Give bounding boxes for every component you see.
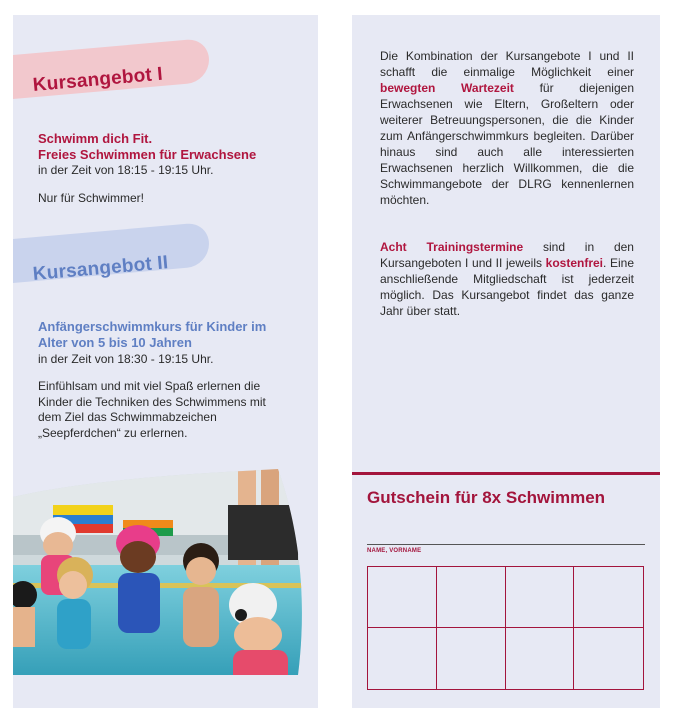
- voucher-title: Gutschein für 8x Schwimmen: [367, 488, 606, 507]
- kurs1-heading: [38, 131, 256, 163]
- kurs1-heading-line2: Freies Schwimmen für Erwachsene: [38, 147, 257, 162]
- kurs1-title: Kursangebot I: [32, 63, 164, 96]
- training-part1: sind in den Kursangeboten I und II jeweils: [380, 240, 634, 270]
- stamp-grid: [367, 566, 644, 690]
- kurs2-time: in der Zeit von 18:30 - 19:15 Uhr.: [38, 352, 214, 366]
- training-highlight1: Acht Trainingstermine: [380, 240, 524, 254]
- training-part2: . Eine anschließende Mitgliedschaft ist jederzeit möglich. Das Kursangebot findet das ganze Jahr über statt.: [380, 256, 634, 318]
- intro-highlight: bewegten Wartezeit: [380, 81, 514, 95]
- stamp-cell-5[interactable]: [368, 628, 437, 689]
- intro-part1: Die Kombination der Kursangebote I und II schafft die einmalige Möglichkeit einer: [380, 49, 634, 79]
- kurs1-note: Nur für Schwimmer!: [38, 191, 145, 205]
- right-panel: [352, 15, 660, 708]
- left-panel: [13, 15, 318, 708]
- training-highlight2: kostenfrei: [545, 256, 603, 270]
- kurs2-title: Kursangebot II: [32, 252, 170, 285]
- name-label: NAME, VORNAME: [367, 548, 422, 554]
- stamp-cell-2[interactable]: [437, 567, 506, 628]
- intro-part2: für diejenigen Erwachsenen wie Eltern, Großeltern oder weiterer Betreuungspersonen, die die Kinder zum Anfängerschwimmkurs begleiten. Darüber hinaus sind auch alle interessierten Erwachsenen herzlich Willkommen, die die Schwimmangebote der DLRG kennenlernen möchten.: [380, 81, 634, 207]
- kurs2-desc-line1: Einfühlsam und mit viel Spaß erlernen die: [38, 379, 261, 393]
- stamp-cell-4[interactable]: [574, 567, 643, 628]
- training-paragraph: [380, 239, 634, 319]
- kurs1-time: in der Zeit von 18:15 - 19:15 Uhr.: [38, 163, 214, 177]
- stamp-cell-7[interactable]: [506, 628, 575, 689]
- kurs2-heading: [38, 319, 266, 351]
- voucher-divider: [352, 472, 660, 475]
- kurs1-heading-line1: Schwimm dich Fit.: [38, 131, 153, 146]
- kurs2-heading-line2: Alter von 5 bis 10 Jahren: [38, 335, 192, 350]
- stamp-cell-3[interactable]: [506, 567, 575, 628]
- kurs2-desc-line4: „Seepferdchen“ zu erlernen.: [38, 425, 188, 440]
- kurs2-desc-line3: dem Ziel das Schwimmabzeichen: [38, 410, 217, 424]
- kurs2-desc-line2: Kinder die Techniken des Schwimmens mit: [38, 394, 266, 409]
- stamp-cell-1[interactable]: [368, 567, 437, 628]
- swimming-kids-photo: [13, 465, 318, 685]
- stamp-cell-8[interactable]: [574, 628, 643, 689]
- name-input-line[interactable]: [367, 544, 645, 545]
- stamp-cell-6[interactable]: [437, 628, 506, 689]
- intro-paragraph: [380, 48, 634, 208]
- kurs2-description: [38, 379, 300, 441]
- kurs2-heading-line1: Anfängerschwimmkurs für Kinder im: [38, 319, 267, 334]
